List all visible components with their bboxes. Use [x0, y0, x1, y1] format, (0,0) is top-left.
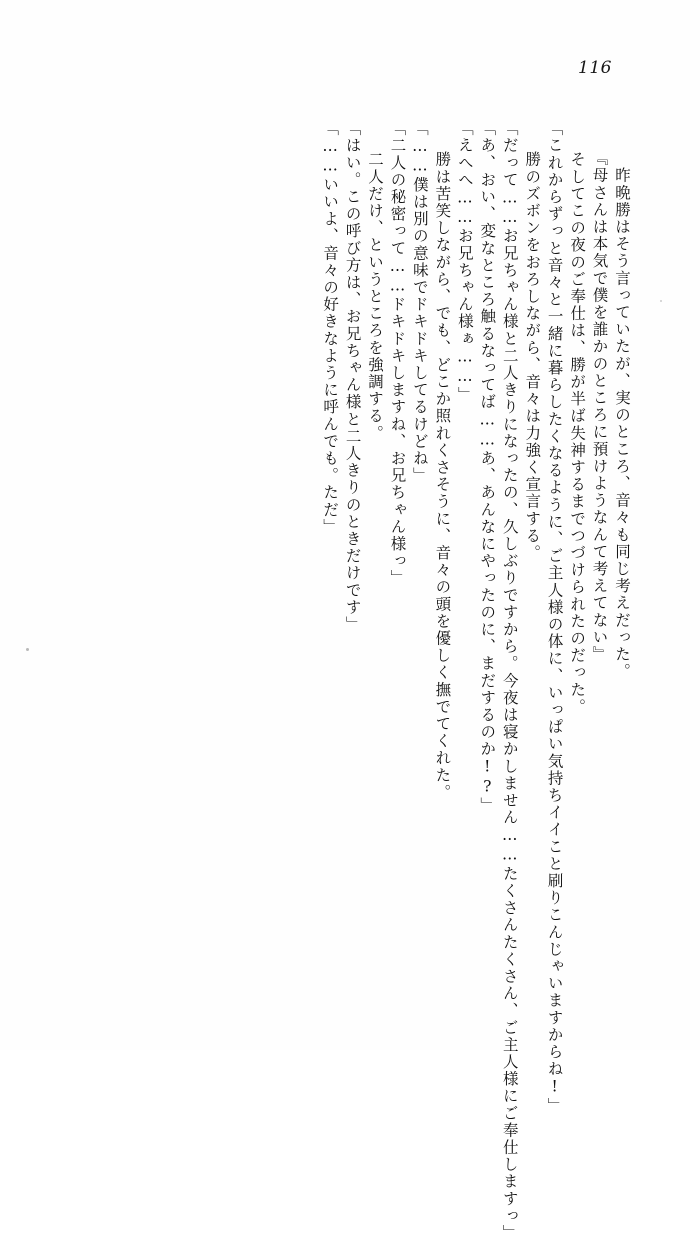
text-column: 勝は苦笑しながら、でも、どこか照れくさそうに、音々の頭を優しく撫でてくれた。 — [433, 134, 452, 801]
text-column: 勝のズボンをおろしながら、音々は力強く宣言する。 — [523, 134, 542, 562]
page-number: 116 — [578, 58, 612, 78]
scan-speck — [660, 300, 662, 302]
text-column: そしてこの夜のご奉仕は、勝が半ば失神するまでつづけられたのだった。 — [568, 134, 587, 716]
text-column: 昨晩勝はそう言っていたが、実のところ、音々も同じ考えだった。 — [613, 150, 631, 681]
text-column: 「……僕は別の意味でドキドキしてるけどね」 — [410, 120, 429, 485]
text-column: 二人だけ、というところを強調する。 — [366, 134, 385, 442]
text-column: 「あ、おい、変なところ触るなってば……あ、あんなにやったのに、まだするのか!?」 — [478, 120, 497, 814]
text-column: 「はい。この呼び方は、お兄ちゃん様と二人きりのときだけです」 — [343, 120, 362, 633]
text-column: 「……いいよ、音々の好きなように呼んでも。ただ」 — [321, 120, 340, 536]
text-column: 「だって……お兄ちゃん様と二人きりになったの、久しぶりですから。今夜は寝かしません……たくさんたくさん、ご主人様にご奉仕しますっ」 — [500, 120, 519, 1242]
scan-speck — [26, 648, 29, 651]
text-column: 『母さんは本気で僕を誰かのところに預けようなんて考えてない』 — [590, 150, 609, 663]
text-column: 「二人の秘密って……ドキドキしますね、お兄ちゃん様っ」 — [388, 120, 407, 587]
vertical-text-block — [60, 120, 631, 1242]
text-column: 「これからずっと音々と一緒に暮らしたくなるように、ご主人様の体に、いっぱい気持ちイイこと刷りこんじゃいますからね!」 — [545, 120, 564, 1115]
text-column: 「えへへ……お兄ちゃん様ぁ……」 — [455, 120, 474, 404]
